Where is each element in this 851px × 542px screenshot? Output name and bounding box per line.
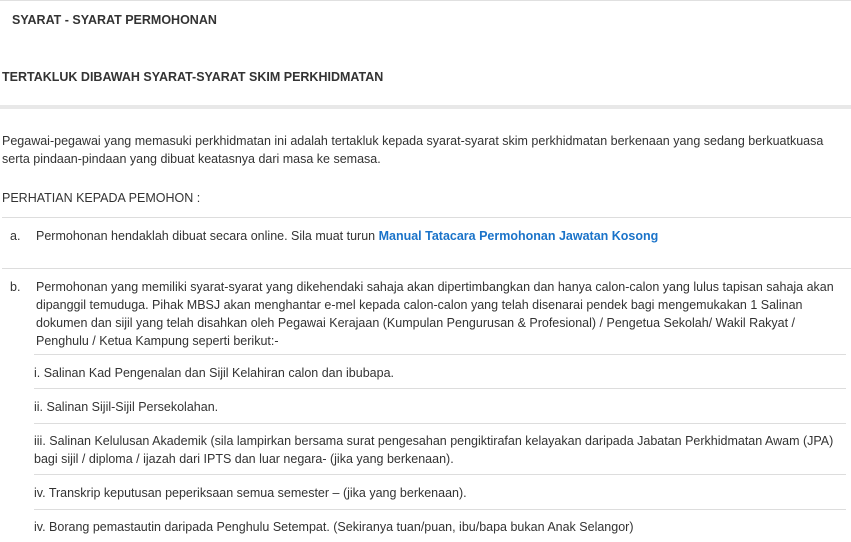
section-subtitle: TERTAKLUK DIBAWAH SYARAT-SYARAT SKIM PERKHIDMATAN (2, 70, 384, 84)
list-item-text-prefix: Permohonan hendaklah dibuat secara online. Sila muat turun (36, 229, 379, 243)
document-text: iv. Transkrip keputusan peperiksaan semua semester – (jika yang berkenaan). (34, 486, 467, 500)
top-divider (0, 0, 851, 1)
document-item-3 (34, 423, 846, 475)
list-item-text (36, 227, 846, 245)
document-text: ii. Salinan Sijil-Sijil Persekolahan. (34, 400, 219, 414)
list-marker: a. (10, 229, 21, 243)
list-item-a (2, 217, 851, 251)
attention-heading: PERHATIAN KEPADA PEMOHON : (2, 191, 201, 205)
document-text: iv. Borang pemastautin daripada Penghulu Setempat. (Sekiranya tuan/puan, ibu/bapa bukan Anak Selangor) (34, 520, 634, 534)
manual-download-link[interactable]: Manual Tatacara Permohonan Jawatan Kosong (378, 229, 659, 243)
list-item-text: Permohonan yang memiliki syarat-syarat yang dikehendaki sahaja akan dipertimbangkan dan hanya calon-calon yang lulus tapisan sahaja akan dipanggil temuduga. Pihak MBSJ akan menghantar e-mel kepada calon-calon yang telah disenarai pendek bagi mengemukakan 1 Salinan dokumen dan sijil yang telah disahkan oleh Pegawai Kerajaan (Kumpulan Pengurusan & Profesional) / Pengetua Sekolah/ Wakil Rakyat / Penghulu / Ketua Kampung seperti berikut:- (36, 280, 834, 348)
list-marker: b. (10, 280, 21, 294)
list-item-b (2, 268, 851, 355)
page-title: SYARAT - SYARAT PERMOHONAN (12, 13, 217, 27)
document-text: i. Salinan Kad Pengenalan dan Sijil Kelahiran calon dan ibubapa. (34, 366, 394, 380)
document-text: iii. Salinan Kelulusan Akademik (sila lampirkan bersama surat pengesahan pengiktirafan kelayakan daripada Jabatan Perkhidmatan Awam (JPA) bagi sijil / diploma / ijazah dari IPTS dan luar negara- (jika yang berkenaan). (34, 434, 834, 466)
document-item-5 (34, 509, 846, 542)
document-item-1 (34, 354, 846, 389)
document-item-2 (34, 388, 846, 424)
intro-paragraph: Pegawai-pegawai yang memasuki perkhidmatan ini adalah tertakluk kepada syarat-syarat skim perkhidmatan berkenaan yang sedang berkuatkuasa serta pindaan-pindaan yang dibuat keatasnya dari masa ke semasa. (2, 134, 824, 166)
document-item-4 (34, 474, 846, 510)
section-divider (0, 105, 851, 109)
